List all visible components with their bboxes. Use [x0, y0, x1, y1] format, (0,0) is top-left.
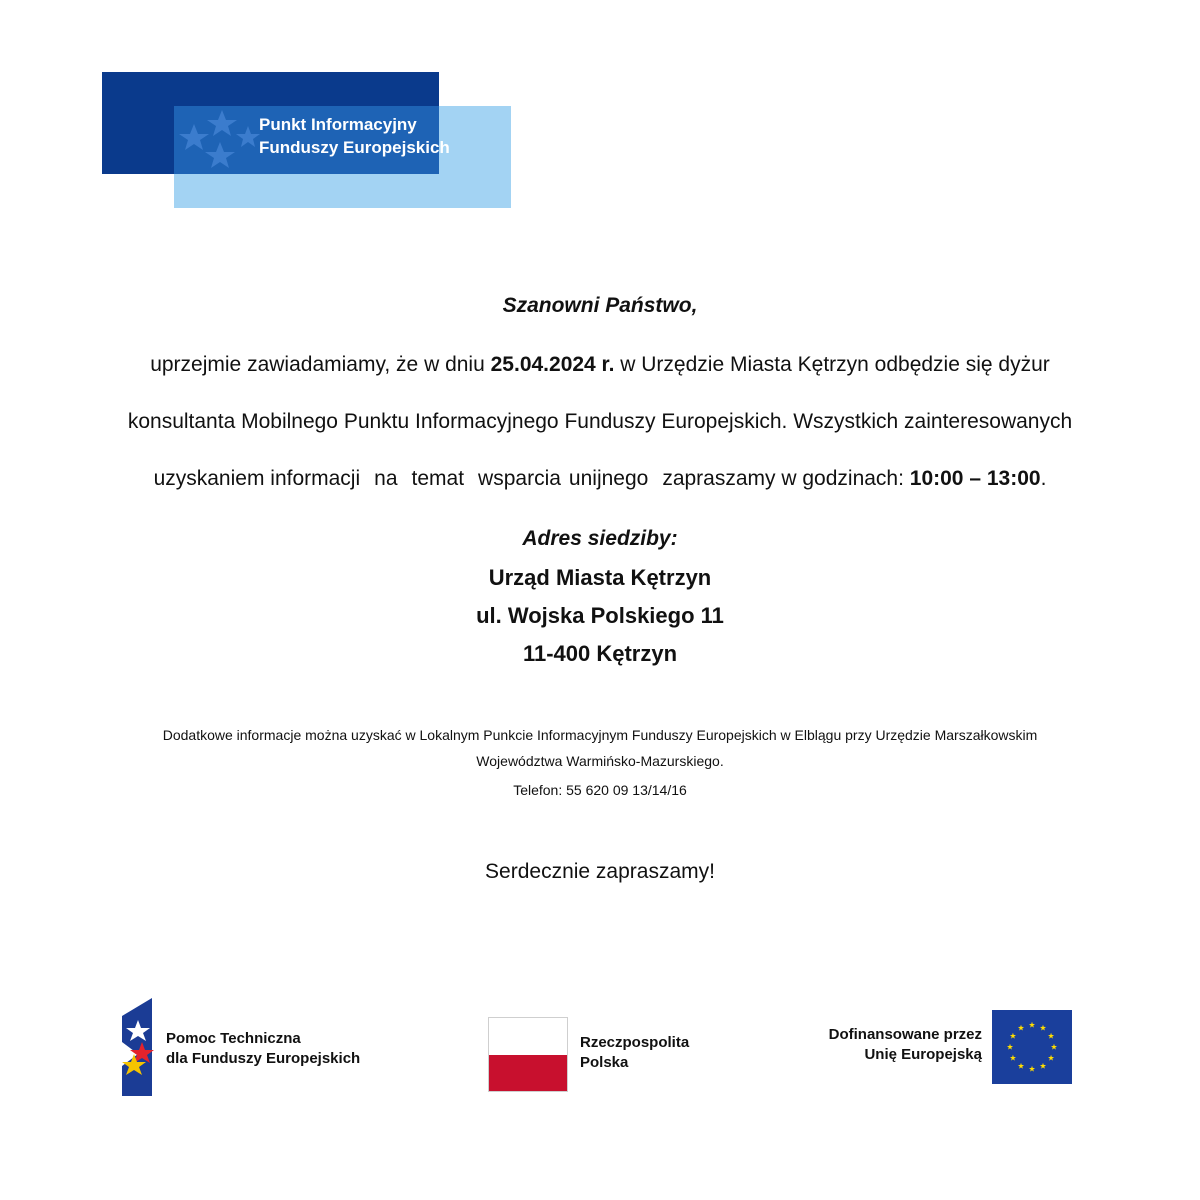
eu-text-line2: Unię Europejską [864, 1046, 982, 1063]
paragraph-line-2: konsultanta Mobilnego Punktu Informacyjnego Funduszy Europejskich. Wszystkich zainteresowanych [127, 410, 1073, 433]
p3-word-1: uzyskaniem informacji [153, 467, 361, 490]
fe-text [166, 1029, 360, 1069]
p3-word-5: unijnego [568, 467, 649, 490]
p3-end: . [1040, 467, 1047, 490]
logo-text-line1: Punkt Informacyjny [259, 115, 417, 134]
event-date: 25.04.2024 r. [490, 353, 615, 376]
address-line-1: Urząd Miasta Kętrzyn [488, 565, 712, 590]
phone-number: Telefon: 55 620 09 13/14/16 [513, 782, 687, 798]
eu-text [800, 1025, 982, 1065]
p1-text-before: uprzejmie zawiadamiamy, że w dniu [150, 353, 491, 376]
address-line-3: 11-400 Kętrzyn [522, 641, 678, 666]
paragraph-line-1 [60, 353, 1140, 377]
greeting: Szanowni Państwo, [502, 294, 698, 317]
p3-word-2: na [374, 467, 398, 490]
office-hours: 10:00 – 13:00 [909, 467, 1041, 490]
address-label: Adres siedziby: [522, 527, 678, 550]
logo-text [259, 113, 450, 159]
rp-text [580, 1033, 689, 1073]
logo-stars-icon [174, 106, 264, 174]
info-line-1: Dodatkowe informacje można uzyskać w Lokalnym Punkcie Informacyjnym Funduszy Europejskich w Elblągu przy Urzędzie Marszałkowskim [162, 727, 1038, 743]
fe-stars-icon [118, 996, 156, 1098]
paragraph-line-3 [60, 467, 1140, 491]
p3-word-6: zapraszamy w godzinach: [662, 467, 910, 490]
eu-flag-icon [992, 1010, 1072, 1084]
rp-text-line1: Rzeczpospolita [580, 1034, 690, 1051]
eu-text-line1: Dofinansowane przez [828, 1026, 982, 1043]
info-line-2: Województwa Warmińsko-Mazurskiego. [476, 753, 724, 769]
fe-text-line2: dla Funduszy Europejskich [166, 1050, 361, 1067]
p3-word-3: temat [411, 467, 465, 490]
p1-text-after: w Urzędzie Miasta Kętrzyn odbędzie się dyżur [614, 353, 1050, 376]
p3-word-4: wsparcia [478, 467, 561, 490]
rp-text-line2: Polska [580, 1054, 629, 1071]
logo-text-line2: Funduszy Europejskich [259, 138, 450, 157]
fe-text-line1: Pomoc Techniczna [166, 1030, 301, 1047]
poland-flag-icon [488, 1017, 568, 1092]
closing: Serdecznie zapraszamy! [485, 860, 715, 883]
address-line-2: ul. Wojska Polskiego 11 [476, 603, 724, 628]
